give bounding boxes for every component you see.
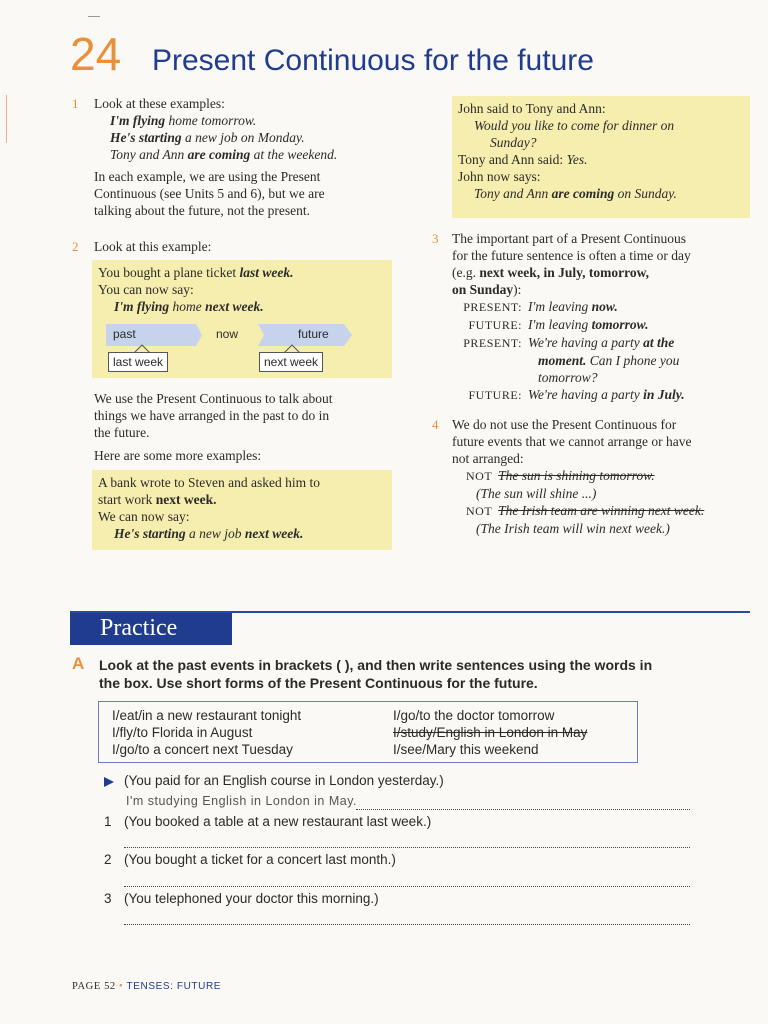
paragraph-line: not arranged: (452, 451, 524, 466)
section-2-paragraph (94, 390, 404, 464)
word-box (98, 701, 638, 763)
question-3-number: 3 (104, 891, 112, 906)
word-box-item: I/go/to the doctor tomorrow (393, 708, 555, 723)
example-line: Tony and Ann are coming at the weekend. (110, 147, 338, 162)
paragraph-line: We use the Present Continuous to talk about (94, 391, 333, 406)
paragraph-line: Here are some more examples: (94, 448, 262, 463)
word-box-item: I/go/to a concert next Tuesday (112, 742, 293, 757)
section-3 (452, 230, 752, 404)
answer-line (356, 808, 690, 810)
triangle-right-icon (104, 777, 114, 787)
paragraph-line: the future. (94, 425, 150, 440)
instruction-line: Look at the past events in brackets ( ), and then write sentences using the words in (99, 657, 653, 673)
example-line: He's starting a new job on Monday. (110, 130, 305, 145)
section-4-number: 4 (432, 417, 439, 432)
example-answer: I'm studying English in London in May. (126, 794, 357, 808)
example-row: moment. Can I phone you (538, 353, 680, 368)
example-row: PRESENT: I'm leaving now. (463, 299, 618, 314)
section-1-intro: Look at these examples: (94, 96, 225, 111)
word-box-item: I/eat/in a new restaurant tonight (112, 708, 302, 723)
wrong-example: NOT The Irish team are winning next week. (466, 503, 705, 518)
word-box-item: I/see/Mary this weekend (393, 742, 539, 757)
practice-heading: Practice (70, 613, 232, 645)
unit-title: Present Continuous for the future (152, 44, 594, 77)
page-number: PAGE 52 (72, 981, 116, 992)
section-3-number: 3 (432, 231, 439, 246)
timeline-future: future (298, 327, 329, 341)
question-1: (You booked a table at a new restaurant last week.) (124, 814, 432, 829)
word-box-item: I/fly/to Florida in August (112, 725, 253, 740)
example-row: FUTURE: We're having a party in July. (468, 387, 685, 402)
box-line: He's starting a new job next week. (114, 526, 304, 541)
paragraph-line: The important part of a Present Continuous (452, 231, 686, 246)
timeline-now: now (216, 327, 239, 341)
box-line: You bought a plane ticket last week. (98, 265, 294, 280)
answer-line-1[interactable] (124, 846, 690, 848)
correct-example: (The sun will shine ...) (476, 486, 597, 501)
section-1 (94, 95, 404, 219)
example-box-john (452, 96, 750, 218)
answer-line-3[interactable] (124, 923, 690, 925)
box-line: Would you like to come for dinner on (474, 118, 675, 133)
margin-mark (6, 95, 7, 143)
top-dash (88, 16, 100, 17)
example-row: FUTURE: I'm leaving tomorrow. (468, 317, 649, 332)
box-line: A bank wrote to Steven and asked him to (98, 475, 320, 490)
section-1-number: 1 (72, 96, 79, 111)
instruction-line: the box. Use short forms of the Present Continuous for the future. (99, 675, 538, 691)
present-future-list (452, 298, 752, 404)
correct-example: (The Irish team will win next week.) (476, 521, 670, 536)
box-line: John now says: (458, 169, 541, 184)
box-line: John said to Tony and Ann: (458, 101, 606, 116)
example-box-bank (92, 470, 392, 550)
question-2: (You bought a ticket for a concert last month.) (124, 852, 396, 867)
paragraph-line: In each example, we are using the Present (94, 169, 321, 184)
question-2-number: 2 (104, 852, 112, 867)
unit-number: 24 (70, 28, 122, 80)
section-2-intro: Look at this example: (94, 239, 212, 254)
paragraph-line: talking about the future, not the present. (94, 203, 310, 218)
question-3: (You telephoned your doctor this morning.) (124, 891, 379, 906)
word-box-left (112, 707, 301, 758)
page-footer (72, 981, 221, 992)
answer-line-2[interactable] (124, 885, 690, 887)
box-line: Tony and Ann are coming on Sunday. (474, 186, 677, 201)
section-2-number: 2 (72, 239, 79, 254)
paragraph-line: for the future sentence is often a time or day (452, 248, 691, 263)
question-1-number: 1 (104, 814, 112, 829)
box-line: start work next week. (98, 492, 217, 507)
paragraph-line: on Sunday): (452, 282, 522, 297)
exercise-instructions (99, 656, 652, 692)
example-prompt: (You paid for an English course in London yesterday.) (124, 773, 444, 788)
paragraph-line: future events that we cannot arrange or have (452, 434, 692, 449)
paragraph-line: We do not use the Present Continuous for (452, 417, 677, 432)
example-row: tomorrow? (538, 370, 598, 385)
footer-bullet: • (119, 981, 124, 992)
example-row: PRESENT: We're having a party at the (463, 335, 675, 350)
box-line: I'm flying home next week. (114, 299, 264, 314)
paragraph-line: Continuous (see Units 5 and 6), but we are (94, 186, 325, 201)
box-line: You can now say: (98, 282, 194, 297)
example-line: I'm flying home tomorrow. (110, 113, 257, 128)
exercise-letter: A (72, 654, 85, 673)
tag-last-week: last week (108, 352, 168, 372)
paragraph-line: (e.g. next week, in July, tomorrow, (452, 265, 649, 280)
paragraph-line: things we have arranged in the past to do in (94, 408, 330, 423)
timeline-past: past (113, 327, 136, 341)
footer-section: TENSES: FUTURE (126, 981, 222, 992)
word-box-item: I/study/English in London in May (393, 725, 588, 740)
tag-next-week: next week (259, 352, 323, 372)
box-line: Sunday? (490, 135, 537, 150)
word-box-right (393, 707, 587, 758)
section-4 (452, 416, 752, 537)
box-line: Tony and Ann said: Yes. (458, 152, 588, 167)
wrong-example: NOT The sun is shining tomorrow. (466, 468, 655, 483)
box-line: We can now say: (98, 509, 190, 524)
